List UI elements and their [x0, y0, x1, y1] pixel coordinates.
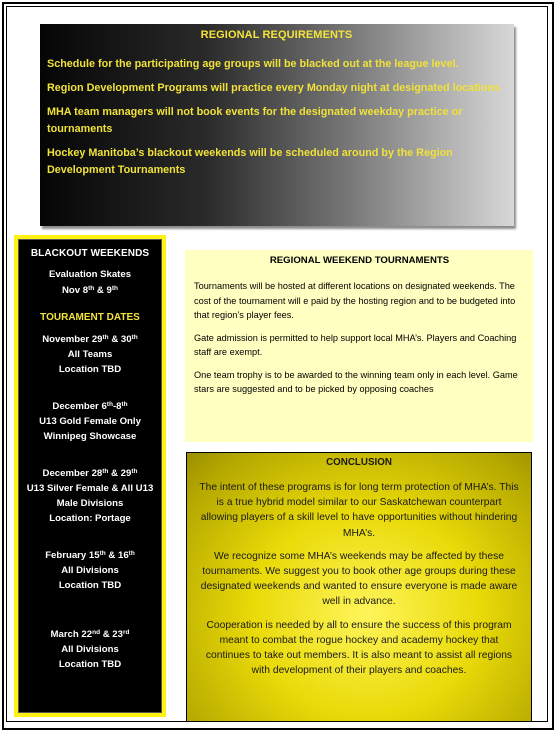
requirement-item: MHA team managers will not book events for the designated weekday practice or tournaments [47, 106, 463, 135]
tournament-entry [19, 466, 161, 526]
tournament-entry [19, 332, 161, 377]
regional-requirements-box [40, 24, 514, 226]
tournaments-paragraph: One team trophy is to be awarded to the winning team only in each level. Game stars are suggested and to be picked by opposing coaches [194, 369, 518, 394]
evaluation-date: Nov 8th & 9th [61, 285, 119, 296]
conclusion-title: CONCLUSION [326, 457, 392, 468]
conclusion-paragraph: We recognize some MHA’s weekends may be affected by these tournaments. We suggest you to book other age groups during these designated weekends and wanted to ensure everyone is made aware well in advance. [200, 550, 518, 608]
tournament-detail: All Divisions [61, 644, 119, 655]
tournaments-paragraph: Gate admission is permitted to help support local MHA’s. Players and Coaching staff are exempt. [194, 332, 517, 357]
blackout-weekends-heading: BLACKOUT WEEKENDS [30, 248, 150, 259]
conclusion-box [186, 452, 532, 722]
tournament-location: Location TBD [58, 364, 122, 375]
tournaments-title: REGIONAL WEEKEND TOURNAMENTS [269, 255, 450, 266]
tournament-date: November 29th & 30th [42, 334, 138, 345]
tournament-detail: All Divisions [61, 565, 119, 576]
tournament-date: March 22nd & 23rd [50, 629, 130, 640]
requirement-item: Hockey Manitoba’s blackout weekends will be scheduled around by the Region Development Tournaments [47, 147, 453, 176]
blackout-sidebar-panel [18, 239, 162, 713]
conclusion-paragraph: Cooperation is needed by all to ensure the success of this program meant to combat the rogue hockey and academy hockey that continues to take out members. It is also meant to assist all regions with development of their players and coaches. [205, 619, 513, 677]
tournament-location: Location TBD [58, 659, 122, 670]
regional-requirements-title: REGIONAL REQUIREMENTS [200, 29, 353, 41]
tournament-detail: U13 Silver Female & All U13 [26, 483, 154, 494]
tournament-location: Location TBD [58, 580, 122, 591]
tournament-entry [19, 627, 161, 672]
tournament-date: December 6th-8th [52, 401, 128, 412]
tournament-entry [19, 548, 161, 593]
tournament-date: December 28th & 29th [42, 468, 138, 479]
conclusion-paragraph: The intent of these programs is for long term protection of MHA’s. This is a true hybrid model similar to our Saskatchewan counterpart allowing players of a skill level to have opportunities without hindering MHA’s. [199, 482, 519, 539]
tournaments-paragraph: Tournaments will be hosted at different locations on designated weekends. The cost of the tournament will e paid by the hosting region and to be budgeted into that region’s player fees. [194, 281, 516, 320]
tournament-dates-heading: TOURAMENT DATES [40, 312, 140, 323]
regional-weekend-tournaments-box [185, 250, 533, 442]
tournament-location: Location: Portage [49, 513, 131, 524]
tournament-location: Winnipeg Showcase [43, 431, 137, 442]
requirement-item: Region Development Programs will practice every Monday night at designated locations [47, 82, 500, 94]
requirement-item: Schedule for the participating age groups will be blacked out at the league level. [47, 58, 459, 70]
blackout-sidebar [14, 235, 166, 717]
evaluation-skates-label: Evaluation Skates [48, 269, 132, 280]
tournament-date: February 15th & 16th [45, 550, 135, 561]
tournament-detail: All Teams [67, 349, 113, 360]
tournament-detail: Male Divisions [56, 498, 124, 509]
tournament-detail: U13 Gold Female Only [39, 416, 141, 427]
tournament-entry [19, 399, 161, 444]
